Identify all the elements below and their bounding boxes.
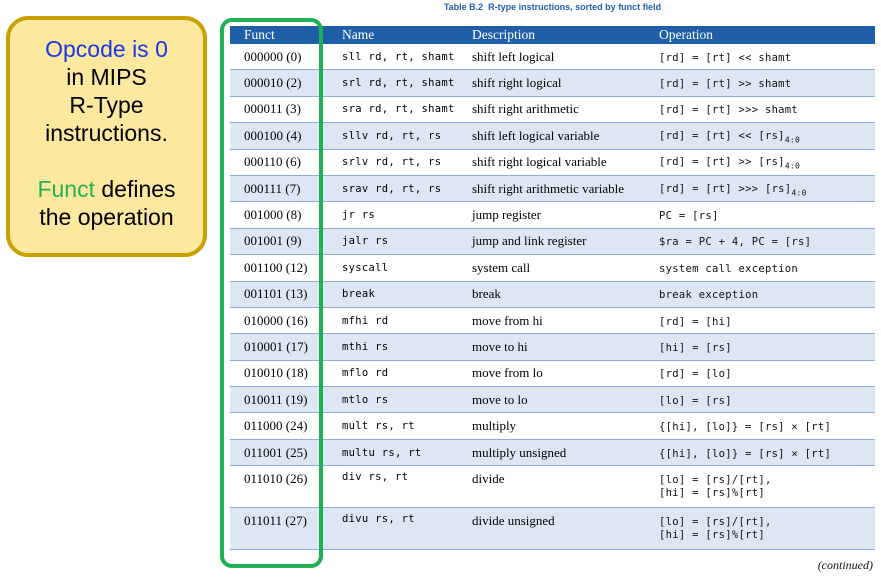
name-cell: div rs, rt (328, 466, 458, 508)
funct-cell: 000111 (7) (230, 175, 328, 201)
table-row (230, 228, 875, 254)
operation-text: [rd] = [rt] >>> [rs] (659, 182, 792, 195)
table-row (230, 175, 875, 201)
header-description: Description (458, 26, 645, 44)
name-cell: sra rd, rt, shamt (328, 96, 458, 122)
rtype-instruction-table (230, 26, 875, 550)
funct-cell: 010011 (19) (230, 387, 328, 413)
callout-line-2: in MIPS (66, 64, 147, 90)
name-cell: break (328, 281, 458, 307)
description-cell: shift left logical (458, 44, 645, 70)
header-funct: Funct (230, 26, 328, 44)
name-cell: mfhi rd (328, 307, 458, 333)
table-row (230, 360, 875, 386)
funct-cell: 011001 (25) (230, 439, 328, 465)
table-row (230, 334, 875, 360)
description-cell: shift right arithmetic (458, 96, 645, 122)
name-cell: jalr rs (328, 228, 458, 254)
callout-line-5-rest: defines (94, 176, 176, 202)
operation-text: [hi] = [rs] (659, 341, 732, 354)
funct-column-highlight (220, 18, 323, 568)
operation-cell (645, 202, 875, 228)
callout-line-6: the operation (39, 204, 174, 230)
funct-cell: 000100 (4) (230, 123, 328, 149)
table-row (230, 466, 875, 508)
table-row (230, 123, 875, 149)
funct-cell: 001000 (8) (230, 202, 328, 228)
operation-cell (645, 70, 875, 96)
operation-text-line-2: [hi] = [rs]%[rt] (659, 529, 765, 542)
description-cell: shift right logical variable (458, 149, 645, 175)
funct-cell: 011010 (26) (230, 466, 328, 508)
name-cell: divu rs, rt (328, 508, 458, 550)
operation-text: [rd] = [hi] (659, 315, 732, 328)
name-cell: mthi rs (328, 334, 458, 360)
name-cell: jr rs (328, 202, 458, 228)
operation-text: system call exception (659, 262, 799, 275)
table-row (230, 255, 875, 281)
explanation-callout (6, 16, 207, 257)
name-cell: mult rs, rt (328, 413, 458, 439)
funct-cell: 000011 (3) (230, 96, 328, 122)
table-row (230, 387, 875, 413)
table-row (230, 439, 875, 465)
operation-cell (645, 508, 875, 550)
funct-cell: 000000 (0) (230, 44, 328, 70)
callout-line-5 (10, 175, 203, 203)
operation-text: [rd] = [rt] << shamt (659, 51, 792, 64)
operation-cell (645, 96, 875, 122)
name-cell: syscall (328, 255, 458, 281)
bit-range-subscript: 4:0 (784, 162, 801, 172)
description-cell: multiply unsigned (458, 439, 645, 465)
continued-note: (continued) (817, 558, 873, 572)
table-caption (230, 2, 875, 12)
description-cell: move from lo (458, 360, 645, 386)
description-cell: shift right logical (458, 70, 645, 96)
table-row (230, 44, 875, 70)
description-cell: multiply (458, 413, 645, 439)
table-header-row (230, 26, 875, 44)
operation-cell (645, 307, 875, 333)
description-cell: shift right arithmetic variable (458, 175, 645, 201)
description-cell: break (458, 281, 645, 307)
description-cell: system call (458, 255, 645, 281)
operation-cell (645, 334, 875, 360)
operation-text: [rd] = [rt] >> shamt (659, 78, 792, 91)
operation-cell (645, 149, 875, 175)
callout-line-4: instructions. (45, 120, 168, 146)
funct-cell: 001100 (12) (230, 255, 328, 281)
callout-line-1: Opcode is 0 (45, 36, 168, 62)
funct-cell: 001101 (13) (230, 281, 328, 307)
funct-cell: 011011 (27) (230, 508, 328, 550)
funct-cell: 010010 (18) (230, 360, 328, 386)
operation-cell (645, 466, 875, 508)
table-row (230, 149, 875, 175)
operation-text: break exception (659, 289, 759, 302)
operation-text: PC = [rs] (659, 210, 719, 223)
table-caption-number: Table B.2 (443, 2, 484, 12)
description-cell: jump register (458, 202, 645, 228)
operation-cell (645, 175, 875, 201)
bit-range-subscript: 4:0 (784, 135, 801, 145)
operation-text: [lo] = [rs] (659, 394, 732, 407)
name-cell: srav rd, rt, rs (328, 175, 458, 201)
funct-cell: 010001 (17) (230, 334, 328, 360)
name-cell: srl rd, rt, shamt (328, 70, 458, 96)
description-cell: divide unsigned (458, 508, 645, 550)
callout-funct-word: Funct (37, 176, 95, 202)
operation-cell (645, 413, 875, 439)
bit-range-subscript: 4:0 (791, 188, 807, 198)
table-row (230, 508, 875, 550)
operation-cell (645, 439, 875, 465)
description-cell: divide (458, 466, 645, 508)
operation-cell (645, 360, 875, 386)
name-cell: srlv rd, rt, rs (328, 149, 458, 175)
operation-text: [rd] = [lo] (659, 368, 732, 381)
name-cell: mtlo rs (328, 387, 458, 413)
operation-text-line-2: [hi] = [rs]%[rt] (659, 487, 765, 500)
name-cell: sllv rd, rt, rs (328, 123, 458, 149)
funct-cell: 011000 (24) (230, 413, 328, 439)
callout-line-3: R-Type (69, 92, 144, 118)
name-cell: multu rs, rt (328, 439, 458, 465)
table-row (230, 96, 875, 122)
header-operation: Operation (645, 26, 875, 44)
description-cell: move to lo (458, 387, 645, 413)
operation-text: [rd] = [rt] >> [rs] (659, 156, 785, 169)
table-row (230, 413, 875, 439)
table-row (230, 202, 875, 228)
operation-text: [lo] = [rs]/[rt], (659, 516, 772, 529)
table-row (230, 70, 875, 96)
operation-text: [rd] = [rt] >>> shamt (659, 104, 799, 117)
table-row (230, 307, 875, 333)
name-cell: sll rd, rt, shamt (328, 44, 458, 70)
operation-cell (645, 123, 875, 149)
description-cell: shift left logical variable (458, 123, 645, 149)
description-cell: jump and link register (458, 228, 645, 254)
table-row (230, 281, 875, 307)
operation-cell (645, 255, 875, 281)
operation-cell (645, 387, 875, 413)
description-cell: move from hi (458, 307, 645, 333)
description-cell: move to hi (458, 334, 645, 360)
operation-text: {[hi], [lo]} = [rs] × [rt] (659, 421, 832, 434)
operation-cell (645, 281, 875, 307)
operation-text: {[hi], [lo]} = [rs] × [rt] (659, 447, 832, 460)
operation-text: [rd] = [rt] << [rs] (659, 130, 785, 143)
operation-cell (645, 44, 875, 70)
funct-cell: 000110 (6) (230, 149, 328, 175)
funct-cell: 001001 (9) (230, 228, 328, 254)
funct-cell: 000010 (2) (230, 70, 328, 96)
header-name: Name (328, 26, 458, 44)
operation-text: $ra = PC + 4, PC = [rs] (659, 236, 812, 249)
name-cell: mflo rd (328, 360, 458, 386)
operation-cell (645, 228, 875, 254)
operation-text: [lo] = [rs]/[rt], (659, 474, 772, 487)
callout-spacer (10, 147, 203, 175)
table-caption-text: R-type instructions, sorted by funct field (488, 2, 662, 12)
funct-cell: 010000 (16) (230, 307, 328, 333)
